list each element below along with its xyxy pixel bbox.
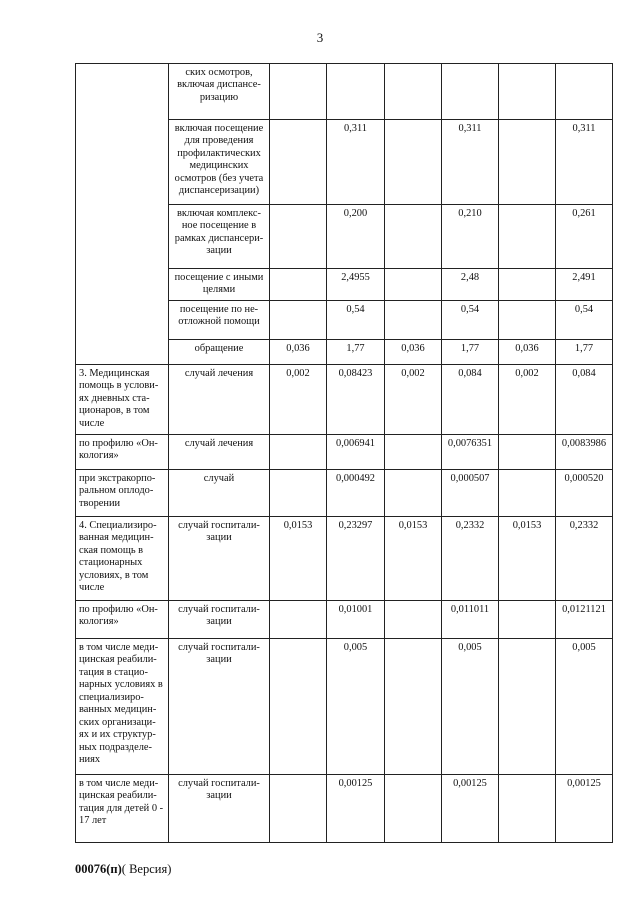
value-cell: 1,77 <box>327 340 385 365</box>
row-label: в том числе меди-цинская реабили-тация в стацио-нарных условиях в специализиро-ванных медицин-ских организаци-ях и их структур-ных подразделе-ниях <box>76 639 169 775</box>
value-cell: 0,000492 <box>327 470 385 517</box>
table-row <box>76 517 613 601</box>
value-cell <box>270 120 327 205</box>
value-cell: 0,002 <box>499 365 556 435</box>
value-cell: 0,0153 <box>385 517 442 601</box>
unit-cell: включая комплекс-ное посещение в рамках диспансери-зации <box>169 205 270 269</box>
value-cell: 0,01001 <box>327 601 385 639</box>
row-label: по профилю «Он-кология» <box>76 435 169 470</box>
value-cell: 0,311 <box>327 120 385 205</box>
unit-cell: ских осмотров, включая диспансе-ризацию <box>169 64 270 120</box>
value-cell: 0,084 <box>442 365 499 435</box>
value-cell: 0,200 <box>327 205 385 269</box>
value-cell <box>385 64 442 120</box>
value-cell: 0,036 <box>270 340 327 365</box>
value-cell: 0,54 <box>442 301 499 340</box>
value-cell <box>270 775 327 843</box>
value-cell: 1,77 <box>442 340 499 365</box>
value-cell: 0,2332 <box>556 517 613 601</box>
value-cell <box>385 301 442 340</box>
table-row <box>76 470 613 517</box>
row-label: по профилю «Он-кология» <box>76 601 169 639</box>
table-row <box>76 365 613 435</box>
row-label: 3. Медицинская помощь в услови-ях дневных ста-ционаров, в том числе <box>76 365 169 435</box>
value-cell: 0,08423 <box>327 365 385 435</box>
value-cell: 2,4955 <box>327 269 385 301</box>
value-cell <box>270 205 327 269</box>
value-cell: 0,2332 <box>442 517 499 601</box>
document-footer <box>75 862 171 877</box>
value-cell: 0,0076351 <box>442 435 499 470</box>
value-cell: 0,54 <box>556 301 613 340</box>
value-cell: 0,000520 <box>556 470 613 517</box>
value-cell: 0,210 <box>442 205 499 269</box>
table-row <box>76 775 613 843</box>
row-label: в том числе меди-цинская реабили-тация для детей 0 - 17 лет <box>76 775 169 843</box>
value-cell <box>385 120 442 205</box>
row-label: при экстракорпо-ральном оплодо-творении <box>76 470 169 517</box>
value-cell <box>385 435 442 470</box>
value-cell <box>499 601 556 639</box>
value-cell: 0,00125 <box>556 775 613 843</box>
unit-cell: случай лечения <box>169 435 270 470</box>
value-cell: 2,491 <box>556 269 613 301</box>
volume-table <box>75 63 613 843</box>
value-cell <box>556 64 613 120</box>
unit-cell: обращение <box>169 340 270 365</box>
value-cell <box>499 64 556 120</box>
value-cell <box>385 601 442 639</box>
value-cell: 0,00125 <box>442 775 499 843</box>
table-row <box>76 64 613 120</box>
value-cell <box>499 120 556 205</box>
value-cell: 0,011011 <box>442 601 499 639</box>
value-cell: 0,00125 <box>327 775 385 843</box>
value-cell <box>270 269 327 301</box>
value-cell: 0,084 <box>556 365 613 435</box>
value-cell: 0,002 <box>385 365 442 435</box>
value-cell <box>385 470 442 517</box>
unit-cell: случай госпитали-зации <box>169 517 270 601</box>
document-version: ( Версия) <box>121 862 172 876</box>
value-cell <box>385 639 442 775</box>
value-cell <box>270 470 327 517</box>
value-cell: 0,23297 <box>327 517 385 601</box>
value-cell <box>385 205 442 269</box>
value-cell <box>270 601 327 639</box>
value-cell <box>270 435 327 470</box>
page-number: 3 <box>316 30 324 45</box>
value-cell: 0,0153 <box>270 517 327 601</box>
value-cell: 0,036 <box>499 340 556 365</box>
value-cell <box>499 470 556 517</box>
unit-cell: случай лечения <box>169 365 270 435</box>
value-cell <box>327 64 385 120</box>
value-cell <box>499 775 556 843</box>
value-cell <box>499 301 556 340</box>
value-cell <box>499 435 556 470</box>
value-cell: 0,0121121 <box>556 601 613 639</box>
row-label <box>76 64 169 365</box>
document-code: 00076(п) <box>75 862 122 876</box>
value-cell: 0,311 <box>556 120 613 205</box>
value-cell: 0,0153 <box>499 517 556 601</box>
value-cell: 0,0083986 <box>556 435 613 470</box>
value-cell: 0,54 <box>327 301 385 340</box>
table-row <box>76 639 613 775</box>
unit-cell: посещение с иными целями <box>169 269 270 301</box>
value-cell <box>442 64 499 120</box>
value-cell: 2,48 <box>442 269 499 301</box>
unit-cell: посещение по не-отложной помощи <box>169 301 270 340</box>
value-cell: 0,005 <box>442 639 499 775</box>
unit-cell: случай госпитали-зации <box>169 639 270 775</box>
value-cell: 0,002 <box>270 365 327 435</box>
value-cell <box>270 301 327 340</box>
value-cell: 0,261 <box>556 205 613 269</box>
value-cell: 0,005 <box>556 639 613 775</box>
value-cell <box>385 269 442 301</box>
value-cell <box>270 639 327 775</box>
value-cell: 1,77 <box>556 340 613 365</box>
unit-cell: случай госпитали-зации <box>169 601 270 639</box>
table-row <box>76 435 613 470</box>
table-row <box>76 601 613 639</box>
row-label: 4. Специализиро-ванная медицин-ская помощь в стационарных условиях, в том числе <box>76 517 169 601</box>
unit-cell: включая посещение для проведения профилактических медицинских осмотров (без учета диспансеризации) <box>169 120 270 205</box>
value-cell: 0,005 <box>327 639 385 775</box>
value-cell: 0,000507 <box>442 470 499 517</box>
value-cell <box>499 269 556 301</box>
unit-cell: случай <box>169 470 270 517</box>
value-cell <box>270 64 327 120</box>
value-cell: 0,311 <box>442 120 499 205</box>
value-cell: 0,006941 <box>327 435 385 470</box>
unit-cell: случай госпитали-зации <box>169 775 270 843</box>
value-cell <box>385 775 442 843</box>
value-cell <box>499 205 556 269</box>
value-cell <box>499 639 556 775</box>
value-cell: 0,036 <box>385 340 442 365</box>
